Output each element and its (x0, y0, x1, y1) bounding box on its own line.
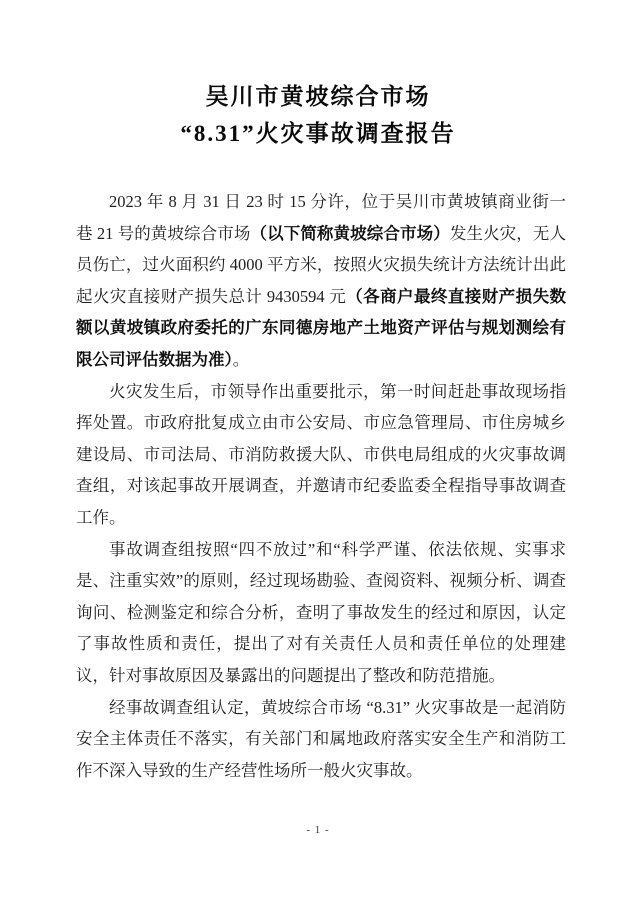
text-run: 火灾发生后，市领导作出重要批示，第一时间赶赴事故现场指挥处置。市政府批复成立由市公安局、市应急管理局、市住房城乡建设局、市司法局、市消防救援大队、市供电局组成的火灾事故调查组，对该起事故开展调查，并邀请市纪委监委全程指导事故调查工作。 (76, 381, 566, 527)
paragraph (76, 692, 566, 787)
text-run: 发生火灾，无人员伤亡，过火面积约 4000 平方米，按照火灾损失统计方法统计出此起火灾直接财产损失总计 9430594 元 (76, 223, 567, 306)
paragraph (76, 186, 566, 376)
paragraph (76, 376, 566, 534)
document-body (76, 186, 566, 786)
text-run: 。 (232, 349, 250, 369)
title-line-2: “8.31”火灾事故调查报告 (180, 121, 456, 146)
text-run: 2023 年 8 月 31 日 23 时 15 分许，位于吴川市黄坡镇商业街一巷 21 号的黄坡综合市场 (76, 192, 566, 243)
title-line-1: 吴川市黄坡综合市场 (205, 84, 431, 109)
text-run: （各商户最终直接财产损失数额以黄坡镇政府委托的广东同德房地产土地资产评估与规划测绘有限公司评估数据为准） (76, 286, 567, 369)
text-run: （以下简称黄坡综合市场） (250, 223, 450, 243)
paragraph (76, 534, 566, 692)
page-number: - 1 - (306, 824, 330, 836)
text-run: 经事故调查组认定，黄坡综合市场 “8.31” 火灾事故是一起消防安全主体责任不落实，有关部门和属地政府落实安全生产和消防工作不深入导致的生产经营性场所一般火灾事故。 (76, 697, 566, 780)
text-run: 事故调查组按照“四不放过”和“科学严谨、依法依规、实事求是、注重实效”的原则，经过现场勘验、查阅资料、视频分析、调查询问、检测鉴定和综合分析，查明了事故发生的经过和原因，认定了事故性质和责任，提出了对有关责任人员和责任单位的处理建议，针对事故原因及暴露出的问题提出了整改和防范措施。 (76, 539, 566, 685)
document-title (0, 78, 636, 152)
